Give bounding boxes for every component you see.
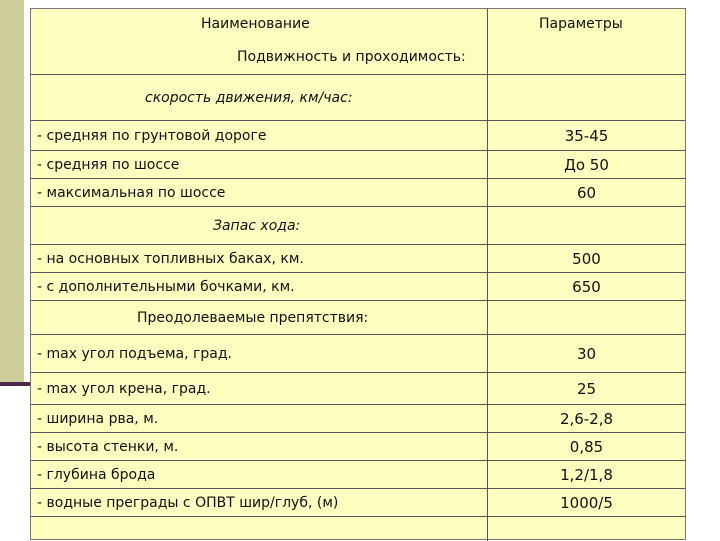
row-label: - глубина брода [37,466,156,483]
row-label: - средняя по шоссе [37,156,180,173]
header-params: Параметры [539,16,623,32]
section-row-range [31,207,685,245]
row-label: - максимальная по шоссе [37,184,226,201]
spec-table [30,8,686,540]
header-name: Наименование [201,16,310,32]
table-row [31,179,685,207]
row-value: 25 [576,379,597,398]
row-label: - ширина рва, м. [37,410,159,427]
table-row [31,373,685,405]
section-row-mobility [31,39,685,75]
table-row [31,489,685,517]
row-label: - с дополнительными бочками, км. [37,278,295,295]
table-row-empty [31,517,685,541]
table-row [31,245,685,273]
slide-accent-bar [0,0,24,382]
row-label: - на основных топливных баках, км. [37,250,304,267]
row-value: 500 [572,249,601,268]
row-value: 0,85 [569,437,604,456]
table-row [31,335,685,373]
row-label: - средняя по грунтовой дороге [37,127,267,144]
table-row [31,151,685,179]
row-value: 35-45 [564,126,609,145]
section-range: Запас хода: [213,217,301,234]
row-value: 60 [576,183,597,202]
table-row [31,121,685,151]
table-row [31,405,685,433]
section-mobility: Подвижность и проходимость: [237,48,466,65]
row-value: 2,6-2,8 [559,409,614,428]
row-label: - высота стенки, м. [37,438,179,455]
row-value: 650 [572,277,601,296]
row-value: 1000/5 [560,493,613,512]
row-value: 30 [576,344,597,363]
table-row [31,273,685,301]
table-row [31,433,685,461]
slide-accent-line [0,382,32,386]
section-row-speed [31,75,685,121]
row-label: - max угол подъема, град. [37,345,232,362]
row-value: 1,2/1,8 [560,465,613,484]
table-row [31,461,685,489]
section-obstacles: Преодолеваемые препятствия: [137,309,369,326]
table-header-row [31,9,685,39]
section-speed: скорость движения, км/час: [145,89,353,106]
section-row-obstacles [31,301,685,335]
row-label: - max угол крена, град. [37,380,211,397]
row-value: До 50 [564,155,609,174]
row-label: - водные преграды с ОПВТ шир/глуб, (м) [37,494,339,511]
